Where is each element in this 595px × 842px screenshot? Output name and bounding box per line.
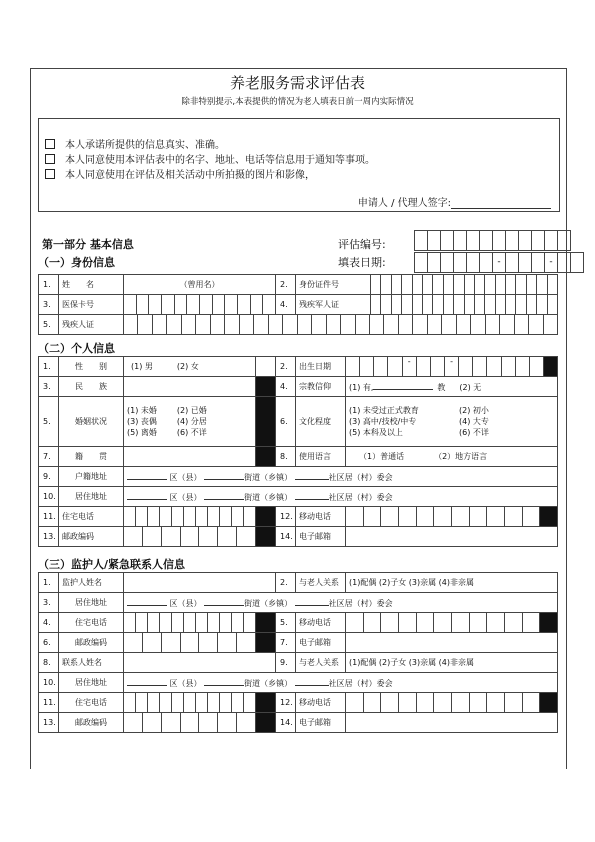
marriage-options[interactable]: (1) 未婚 (2) 已婚 (3) 丧偶 (4) 分居 (5) 离婚 (6) 不详: [124, 397, 256, 447]
guardian-address-field[interactable]: 区（县） 街道（乡镇） 社区居（村）委会: [124, 593, 558, 613]
personal-info-table: 1. 性 别 (1) 男 (2) 女 2. 出生日期 - - 3. 民 族 4. 宗教信仰 (1) 有, 教 (2) 无 5. 婚姻状况 (1) 未婚 (2) 已婚 (3) 丧偶 (4) 分居 (5) 离婚 (6) 不详 6. 文化程度 (1) 未受过正式教育 (2) 初小 (3) 高中/技校/中专 (4) 大专 (5) 本科及以上 (6) 不详 7. 籍 贯 8. 使用语言 （1）普通话 （2）地方语言 9. 户籍地址 区（县） 街道（乡镇） 社区居（村）委会 10. 居住地址 区（县） 街道（乡镇） 社区居（村）委会 11. 住宅电话 12. 移动电话 13. 邮政编码 14. 电子邮箱: [38, 356, 558, 547]
guardian-table: 1. 监护人姓名 2. 与老人关系 (1)配偶 (2)子女 (3)亲属 (4)非亲属 3. 居住地址 区（县） 街道（乡镇） 社区居（村）委会 4. 住宅电话 5. 移动电话 6. 邮政编码 7. 电子邮箱 8. 联系人姓名 9. 与老人关系 (1)配偶 (2)子女 (3)亲属 (4)非亲属 10. 居住地址 区（县） 街道（乡镇） 社区居（村）委会 11. 住宅电话 12. 移动电话 13. 邮政编码 14. 电子邮箱: [38, 572, 558, 733]
guardian-email-field[interactable]: [346, 633, 558, 653]
disability-card-label: 残疾人证: [59, 315, 124, 335]
contact-address-field[interactable]: 区（县） 街道（乡镇） 社区居（村）委会: [124, 673, 558, 693]
medical-card-field[interactable]: [124, 295, 276, 315]
name-field[interactable]: （曾用名）: [124, 275, 276, 295]
language-options[interactable]: （1）普通话 （2）地方语言: [346, 447, 558, 467]
contact-email-field[interactable]: [346, 713, 558, 733]
eval-no-boxes[interactable]: [415, 230, 571, 251]
section1-title: （一）身份信息: [38, 256, 115, 269]
guardian-mobile-field[interactable]: [346, 613, 558, 633]
native-place-field[interactable]: [124, 447, 256, 467]
form-title: 养老服务需求评估表: [229, 74, 365, 92]
contact-mobile-field[interactable]: [346, 693, 558, 713]
veteran-card-field[interactable]: [371, 295, 558, 315]
medical-card-label: 医保卡号: [59, 295, 124, 315]
religion-options[interactable]: (1) 有, 教 (2) 无: [346, 377, 558, 397]
form-subtitle: 除非特别提示,本表提供的情况为老人填表日前一周内实际情况: [181, 97, 414, 107]
contact-relation-options[interactable]: (1)配偶 (2)子女 (3)亲属 (4)非亲属: [346, 653, 558, 673]
declaration-line-3: 本人同意使用在评估及相关活动中所拍摄的图片和影像，: [45, 166, 315, 181]
section3-title: （三）监护人/紧急联系人信息: [38, 558, 186, 571]
education-options[interactable]: (1) 未受过正式教育 (2) 初小 (3) 高中/技校/中专 (4) 大专 (5) 本科及以上 (6) 不详: [346, 397, 558, 447]
section2-title: （二）个人信息: [38, 342, 115, 355]
postcode-field[interactable]: [124, 527, 256, 547]
id-card-label: 身份证件号: [296, 275, 371, 295]
consent-checkbox-3[interactable]: [45, 169, 55, 179]
signature-field[interactable]: 申请人 / 代理人签字:: [358, 194, 551, 209]
birth-date-field[interactable]: - -: [346, 357, 558, 377]
ethnic-field[interactable]: [124, 377, 256, 397]
gender-options[interactable]: (1) 男 (2) 女: [124, 357, 256, 377]
name-label: 姓 名: [59, 275, 124, 295]
disability-card-field[interactable]: [124, 315, 558, 335]
residence-address-field[interactable]: 区（县） 街道（乡镇） 社区居（村）委会: [124, 487, 558, 507]
consent-checkbox-1[interactable]: [45, 139, 55, 149]
guardian-name-field[interactable]: [124, 573, 276, 593]
consent-checkbox-2[interactable]: [45, 154, 55, 164]
declaration-box: [38, 118, 560, 212]
contact-home-phone-field[interactable]: [124, 693, 256, 713]
declaration-line-2: 本人同意使用本评估表中的名字、地址、电话等信息用于通知等事项。: [45, 151, 375, 166]
hukou-address-field[interactable]: 区（县） 街道（乡镇） 社区居（村）委会: [124, 467, 558, 487]
declaration-line-1: 本人承诺所提供的信息真实、准确。: [45, 136, 225, 151]
email-field[interactable]: [346, 527, 558, 547]
mobile-phone-field[interactable]: [346, 507, 558, 527]
veteran-card-label: 残疾军人证: [296, 295, 371, 315]
contact-postcode-field[interactable]: [124, 713, 256, 733]
identity-table: 1. 姓 名 （曾用名） 2. 身份证件号 3. 医保卡号 4. 残疾军人证 5. 残疾人证: [38, 274, 558, 335]
part1-title: 第一部分 基本信息: [42, 238, 134, 251]
guardian-home-phone-field[interactable]: [124, 613, 256, 633]
guardian-relation-options[interactable]: (1)配偶 (2)子女 (3)亲属 (4)非亲属: [346, 573, 558, 593]
guardian-postcode-field[interactable]: [124, 633, 256, 653]
fill-date-boxes[interactable]: - -: [415, 252, 584, 273]
eval-no-label: 评估编号:: [338, 238, 386, 251]
fill-date-label: 填表日期:: [338, 256, 386, 269]
home-phone-field[interactable]: [124, 507, 256, 527]
contact-name-field[interactable]: [124, 653, 276, 673]
id-card-field[interactable]: [371, 275, 558, 295]
